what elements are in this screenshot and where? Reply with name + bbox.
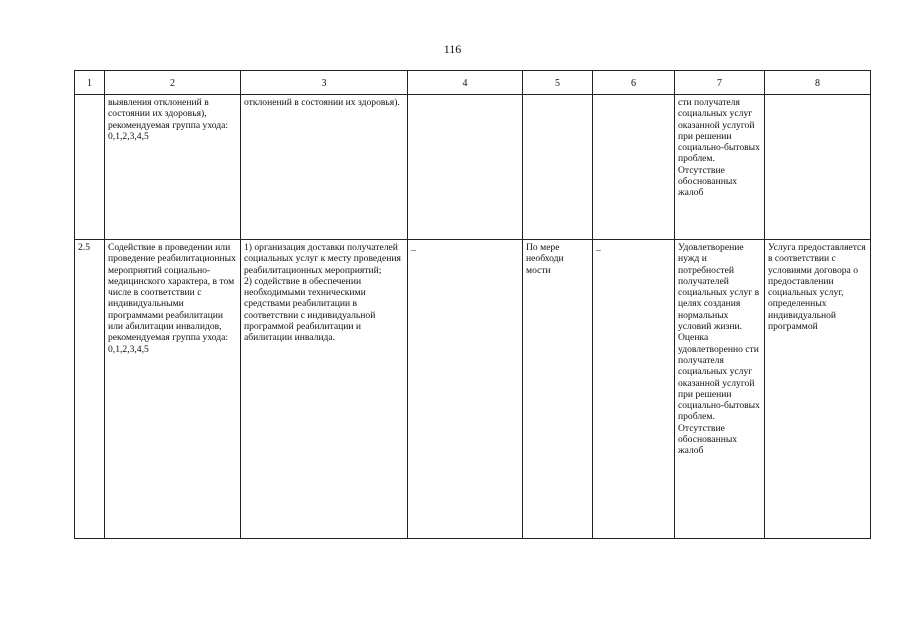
- services-table: [74, 70, 871, 539]
- service-name-cell: выявления отклонений в состоянии их здоровья), рекомендуемая группа ухода: 0,1,2,3,4,5: [105, 95, 241, 240]
- service-content-cell: отклонений в состоянии их здоровья).: [241, 95, 408, 240]
- periodicity-cell: По мере необходи мости: [523, 240, 593, 539]
- column-4-cell: _: [408, 240, 523, 539]
- table-row: [75, 95, 871, 240]
- column-header-1: 1: [75, 71, 105, 95]
- conditions-cell: [765, 95, 871, 240]
- service-name-cell: Содействие в проведении или проведение реабилитационных мероприятий социально-медицинского характера, в том числе в соответствии с индивидуальными программами реабилитации или абилитации инвалидов, рекомендуемая группа ухода: 0,1,2,3,4,5: [105, 240, 241, 539]
- row-number-cell: 2.5: [75, 240, 105, 539]
- table-row: [75, 240, 871, 539]
- column-header-5: 5: [523, 71, 593, 95]
- column-header-4: 4: [408, 71, 523, 95]
- column-6-cell: [593, 95, 675, 240]
- column-header-7: 7: [675, 71, 765, 95]
- header-row: [75, 71, 871, 95]
- column-header-2: 2: [105, 71, 241, 95]
- quality-indicators-cell: сти получателя социальных услуг оказанной услугой при решении социально-бытовых проблем. Отсутствие обоснованных жалоб: [675, 95, 765, 240]
- column-4-cell: [408, 95, 523, 240]
- column-header-3: 3: [241, 71, 408, 95]
- periodicity-cell: [523, 95, 593, 240]
- quality-indicators-cell: Удовлетворение нужд и потребностей получателей социальных услуг в целях создания нормальных условий жизни. Оценка удовлетворенно сти получателя социальных услуг оказанной услугой при решении социально-бытовых проблем. Отсутствие обоснованных жалоб: [675, 240, 765, 539]
- service-content-cell: 1) организация доставки получателей социальных услуг к месту проведения реабилитационных мероприятий; 2) содействие в обеспечении необходимыми техническими средствами реабилитации в соответствии с индивидуальной программой реабилитации и абилитации инвалида.: [241, 240, 408, 539]
- column-header-6: 6: [593, 71, 675, 95]
- column-6-cell: _: [593, 240, 675, 539]
- row-number-cell: [75, 95, 105, 240]
- conditions-cell: Услуга предоставляется в соответствии с условиями договора о предоставлении социальных услуг, определенных индивидуальной программой: [765, 240, 871, 539]
- page-number: 116: [443, 42, 462, 56]
- column-header-8: 8: [765, 71, 871, 95]
